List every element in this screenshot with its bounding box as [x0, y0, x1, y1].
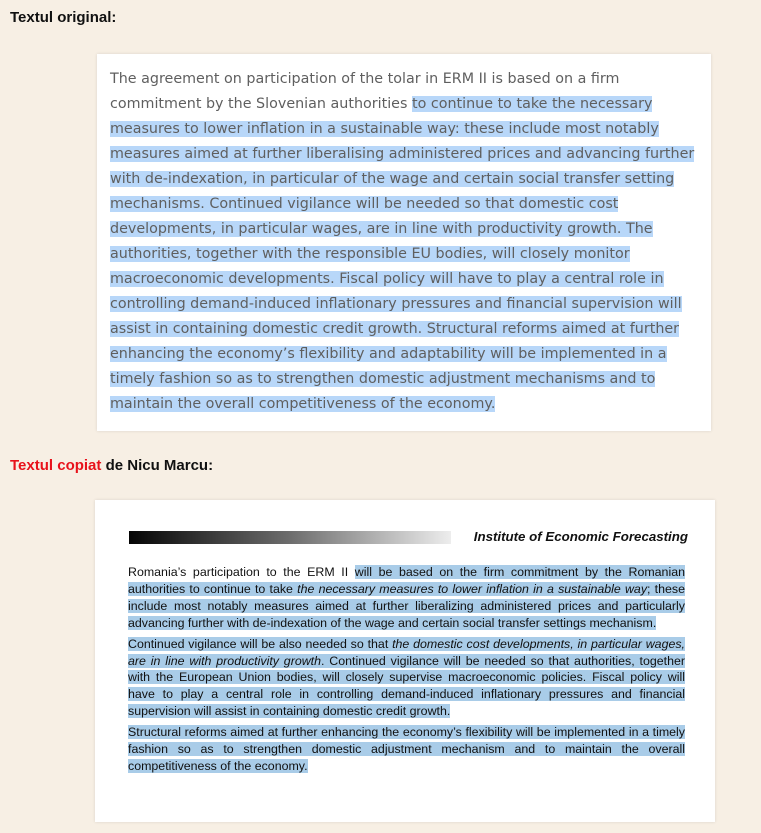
- copied-p2-italic: the domestic cost developments, in particular wages, are in line with productivity growth: [128, 636, 685, 668]
- copied-text-card: [95, 500, 715, 822]
- copied-p1-text-a: will be based on the firm commitment by the Romanian authorities to continue to take: [128, 565, 685, 596]
- copied-document-body: [128, 564, 685, 779]
- original-text-card: [97, 54, 711, 431]
- copied-paragraph-2: [128, 636, 685, 721]
- copied-p2-text-b: . Continued vigilance will be needed so that authorities, together with the European Union bodies, will closely supervise macroeconomic policies. Fiscal policy will have to play a central role in controlling demand-induced inflationary pressures and financial supervision will assist in containing domestic credit growth.: [128, 653, 685, 719]
- original-paragraph: [110, 67, 702, 417]
- institute-name: Institute of Economic Forecasting: [473, 529, 688, 544]
- copied-text-label: Textul copiat: [10, 457, 102, 474]
- document-banner: [129, 529, 688, 545]
- banner-gradient-bar: [129, 531, 451, 544]
- copied-text-heading: [10, 457, 213, 474]
- original-plain-text: The agreement on participation of the tolar in ERM II is based on a firm commitment by the Slovenian authorities: [110, 71, 620, 112]
- original-text-heading: Textul original:: [10, 9, 117, 26]
- copied-p1-text-b: ; these include most notably measures aimed at further liberalizing administered prices and particularly advancing further with de-indexation of the wage and certain social transfer settings mechanism.: [128, 581, 685, 630]
- copied-p2-highlight: [128, 637, 685, 719]
- original-highlighted-text: to continue to take the necessary measures to lower inflation in a sustainable way: these include most notably measures aimed at further liberalising administered prices and advancing further with de-indexation, in particular of the wage and certain social transfer setting mechanisms. Continued vigilance will be needed so that domestic cost developments, in particular wages, are in line with productivity growth. The authorities, together with the responsible EU bodies, will closely monitor macroeconomic developments. Fiscal policy will have to play a central role in controlling demand-induced inflationary pressures and financial supervision will assist in containing domestic credit growth. Structural reforms aimed at further enhancing the economy’s flexibility and adaptability will be implemented in a timely fashion so as to strengthen domestic adjustment mechanisms and to maintain the overall competitiveness of the economy.: [110, 96, 695, 412]
- copied-p1-italic: the necessary measures to lower inflation in a sustainable way: [297, 581, 648, 596]
- copied-p1-plain: Romania’s participation to the ERM II: [128, 565, 355, 579]
- copied-paragraph-1: [128, 564, 685, 632]
- copied-p3-highlight: Structural reforms aimed at further enhancing the economy’s flexibility will be implemented in a timely fashion so as to strengthen domestic adjustment mechanism and to maintain the overall competitiveness of the economy.: [128, 725, 685, 773]
- copied-p2-text-a: Continued vigilance will be also needed so that: [128, 636, 393, 651]
- copied-author-label: de Nicu Marcu:: [101, 457, 214, 474]
- copied-paragraph-3: [128, 724, 685, 775]
